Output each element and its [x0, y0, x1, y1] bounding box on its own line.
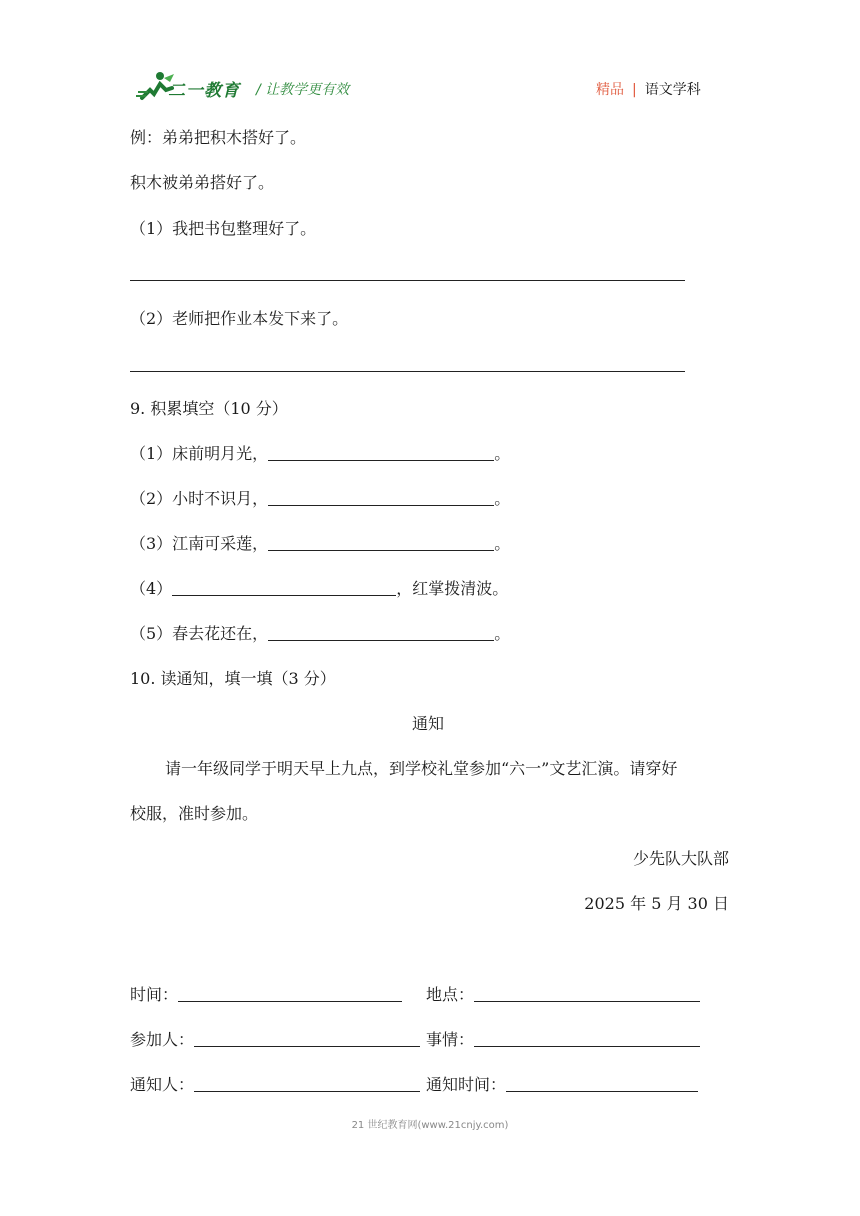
q9-item-1-suffix: 。: [494, 444, 511, 463]
field-notice-time-label: 通知时间：: [426, 1075, 507, 1094]
field-event: [426, 1030, 700, 1050]
q9-item-2: [130, 489, 510, 509]
quality-label: 精品: [596, 82, 624, 98]
logo-text: 二一教育: [168, 81, 240, 101]
q9-item-5-suffix: 。: [494, 624, 511, 643]
notice-date: 2025 年 5 月 30 日: [584, 894, 729, 913]
field-time: [130, 985, 402, 1005]
field-participants-blank[interactable]: [194, 1032, 420, 1047]
field-notice-time: [426, 1075, 698, 1095]
field-participants-label: 参加人：: [130, 1030, 195, 1049]
fill-blank-1[interactable]: [268, 446, 494, 461]
field-time-label: 时间：: [130, 985, 179, 1004]
fill-blank-5[interactable]: [268, 626, 494, 641]
field-notifier-label: 通知人：: [130, 1075, 195, 1094]
field-time-blank[interactable]: [178, 987, 402, 1002]
slogan: / 让教学更有效: [256, 82, 350, 98]
q10-title: 10. 读通知，填一填（3 分）: [130, 669, 336, 688]
q9-item-5-prefix: （5）春去花还在，: [130, 624, 269, 643]
q9-item-2-suffix: 。: [494, 489, 511, 508]
q9-item-1-prefix: （1）床前明月光，: [130, 444, 269, 463]
example-line-1: 例：弟弟把积木搭好了。: [130, 128, 307, 147]
subject-label: 语文学科: [644, 82, 701, 98]
q9-item-3-prefix: （3）江南可采莲，: [130, 534, 269, 553]
answer-line-2[interactable]: [130, 371, 685, 372]
fill-blank-2[interactable]: [268, 491, 494, 506]
field-notifier-blank[interactable]: [194, 1077, 420, 1092]
field-event-label: 事情：: [426, 1030, 475, 1049]
q9-item-4-suffix: ，红掌拨清波。: [396, 579, 509, 598]
notice-body-line-2: 校服，准时参加。: [130, 804, 259, 823]
field-place-blank[interactable]: [474, 987, 700, 1002]
q9-item-5: [130, 624, 510, 644]
notice-title: 通知: [412, 714, 445, 733]
answer-line-1[interactable]: [130, 280, 685, 281]
q9-item-3-suffix: 。: [494, 534, 511, 553]
field-place-label: 地点：: [426, 985, 475, 1004]
q9-item-1: [130, 444, 510, 464]
field-participants: [130, 1030, 420, 1050]
q8-item-1: （1）我把书包整理好了。: [130, 219, 317, 238]
header-separator: |: [632, 82, 637, 98]
q9-item-3: [130, 534, 510, 554]
notice-signer: 少先队大队部: [632, 849, 729, 868]
notice-body-line-1: 请一年级同学于明天早上九点，到学校礼堂参加“六一”文艺汇演。请穿好: [165, 759, 678, 778]
q9-item-4: [130, 579, 508, 599]
q9-item-2-prefix: （2）小时不识月，: [130, 489, 269, 508]
fill-blank-4[interactable]: [172, 581, 396, 596]
field-notice-time-blank[interactable]: [506, 1077, 698, 1092]
footer: 21 世纪教育网(www.21cnjy.com): [351, 1120, 509, 1131]
field-notifier: [130, 1075, 420, 1095]
q9-title: 9. 积累填空（10 分）: [130, 399, 288, 418]
field-place: [426, 985, 700, 1005]
example-line-2: 积木被弟弟搭好了。: [130, 173, 275, 192]
q9-item-4-prefix: （4）: [130, 579, 173, 598]
header-subject: [596, 79, 701, 99]
field-event-blank[interactable]: [474, 1032, 700, 1047]
q8-item-2: （2）老师把作业本发下来了。: [130, 309, 349, 328]
fill-blank-3[interactable]: [268, 536, 494, 551]
